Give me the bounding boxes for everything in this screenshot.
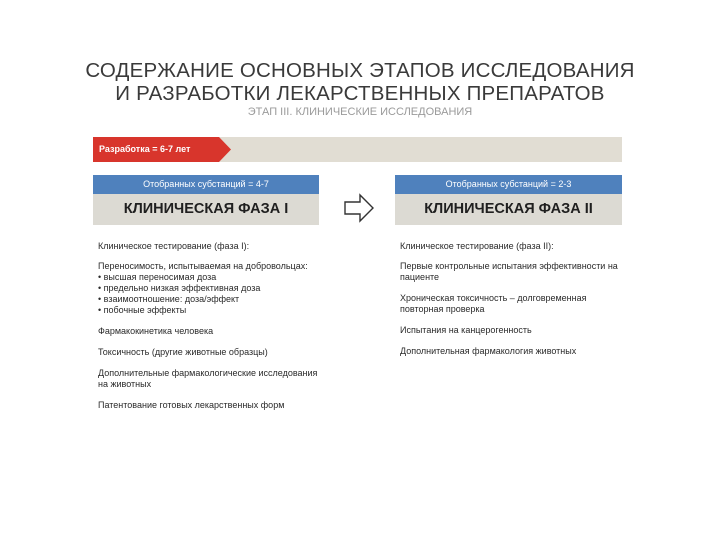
phase1-bullet: • предельно низкая эффективная доза — [98, 283, 261, 293]
phase2-name: КЛИНИЧЕСКАЯ ФАЗА II — [395, 194, 622, 225]
phase1-item: Патентование готовых лекарственных форм — [98, 400, 285, 410]
phase1-bullet: • взаимоотношение: доза/эффект — [98, 294, 240, 304]
right-arrow-outline-icon — [343, 192, 375, 224]
phase2-item: Клиническое тестирование (фаза II): — [400, 241, 554, 251]
phase2-item: Первые контрольные испытания эффективности на пациенте — [400, 261, 618, 282]
phase2-substances-header: Отобранных субстанций = 2-3 — [395, 175, 622, 194]
phase1-bullet: • побочные эффекты — [98, 305, 187, 315]
phase1-name: КЛИНИЧЕСКАЯ ФАЗА I — [93, 194, 319, 225]
phase1-item: Токсичность (другие животные образцы) — [98, 347, 268, 357]
phase1-item: Фармакокинетика человека — [98, 326, 214, 336]
phase2-item: Испытания на канцерогенность — [400, 325, 532, 335]
phase1-item: Переносимость, испытываемая на добровольцах: — [98, 261, 308, 271]
phase2-item: Хроническая токсичность – долговременная повторная проверка — [400, 293, 587, 314]
phase1-bullet: • высшая переносимая доза — [98, 272, 217, 282]
development-duration-label: Разработка = 6-7 лет — [99, 144, 191, 154]
page-title-line-1: СОДЕРЖАНИЕ ОСНОВНЫХ ЭТАПОВ ИССЛЕДОВАНИЯ — [85, 59, 635, 82]
phase1-bullet-list — [98, 272, 323, 316]
phase1-item: Клиническое тестирование (фаза I): — [98, 241, 250, 251]
phase1-item: Дополнительные фармакологические исследования на животных — [98, 368, 318, 389]
phase1-content — [98, 241, 323, 421]
phase1-substances-header: Отобранных субстанций = 4-7 — [93, 175, 319, 194]
page-title-line-2: И РАЗРАБОТКИ ЛЕКАРСТВЕННЫХ ПРЕПАРАТОВ — [115, 82, 605, 105]
phase2-content — [400, 241, 625, 367]
phase2-item: Дополнительная фармакология животных — [400, 346, 577, 356]
page-subtitle: ЭТАП III. КЛИНИЧЕСКИЕ ИССЛЕДОВАНИЯ — [247, 106, 473, 118]
